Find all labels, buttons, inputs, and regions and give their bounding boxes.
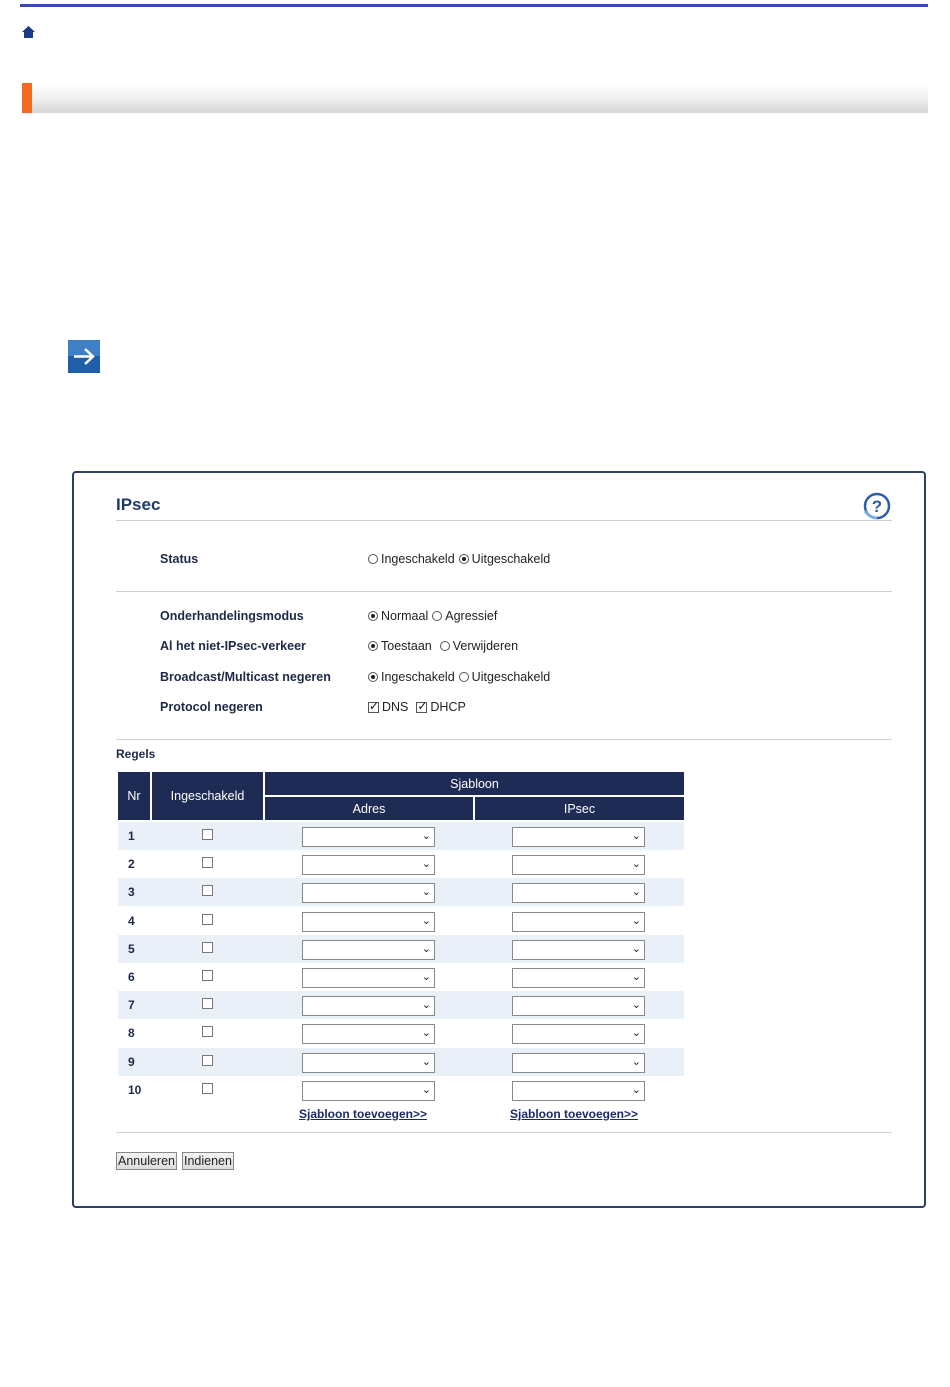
row-enabled-checkbox[interactable] bbox=[202, 857, 213, 868]
radio-normal[interactable] bbox=[368, 611, 378, 621]
row-enabled-checkbox[interactable] bbox=[202, 970, 213, 981]
chevron-down-icon: ⌄ bbox=[631, 857, 641, 871]
option-label: Agressief bbox=[445, 609, 498, 623]
option-label: Uitgeschakeld bbox=[471, 552, 551, 566]
row-enabled-checkbox[interactable] bbox=[202, 829, 213, 840]
option-label: Ingeschakeld bbox=[381, 670, 455, 684]
row-address-select[interactable] bbox=[302, 968, 435, 988]
row-enabled-checkbox[interactable] bbox=[202, 885, 213, 896]
col-header-enabled: Ingeschakeld bbox=[152, 772, 263, 820]
table-row bbox=[118, 822, 684, 850]
chevron-down-icon: ⌄ bbox=[421, 1026, 431, 1040]
radio-drop[interactable] bbox=[440, 641, 450, 651]
row-number: 4 bbox=[128, 913, 135, 928]
col-header-nr: Nr bbox=[118, 772, 150, 820]
dns-checkbox[interactable] bbox=[368, 702, 379, 713]
row-ipsec-select[interactable] bbox=[512, 968, 645, 988]
row-ipsec-select[interactable] bbox=[512, 1053, 645, 1073]
chevron-down-icon: ⌄ bbox=[421, 885, 431, 899]
row-number: 8 bbox=[128, 1026, 135, 1041]
status-label: Status bbox=[160, 552, 199, 566]
option-label: DHCP bbox=[430, 700, 466, 714]
radio-broadcast-disabled[interactable] bbox=[459, 672, 469, 682]
row-number: 9 bbox=[128, 1054, 135, 1069]
chevron-down-icon: ⌄ bbox=[631, 829, 641, 842]
col-header-template: Sjabloon bbox=[265, 772, 684, 795]
col-header-ipsec: IPsec bbox=[475, 797, 684, 820]
protocol-ignore-label: Protocol negeren bbox=[160, 700, 263, 714]
rules-label: Regels bbox=[116, 747, 156, 761]
negotiation-mode-options bbox=[368, 609, 497, 623]
ipsec-panel bbox=[72, 471, 926, 1208]
chevron-down-icon: ⌄ bbox=[631, 1026, 641, 1040]
divider bbox=[116, 739, 892, 740]
status-radio-enabled[interactable] bbox=[368, 554, 378, 564]
broadcast-label: Broadcast/Multicast negeren bbox=[160, 670, 331, 684]
table-row bbox=[118, 1048, 684, 1076]
row-ipsec-select[interactable] bbox=[512, 912, 645, 932]
row-number: 1 bbox=[128, 829, 135, 843]
chevron-down-icon: ⌄ bbox=[421, 970, 431, 983]
radio-aggressive[interactable] bbox=[432, 611, 442, 621]
col-header-address: Adres bbox=[265, 797, 473, 820]
chevron-down-icon: ⌄ bbox=[631, 1054, 641, 1068]
row-ipsec-select[interactable] bbox=[512, 1081, 645, 1101]
table-row bbox=[118, 907, 684, 935]
broadcast-options bbox=[368, 670, 550, 684]
add-ipsec-template-link[interactable]: Sjabloon toevoegen>> bbox=[510, 1107, 639, 1121]
chevron-down-icon: ⌄ bbox=[421, 829, 431, 842]
row-address-select[interactable] bbox=[302, 912, 435, 932]
row-enabled-checkbox[interactable] bbox=[202, 1026, 213, 1037]
row-number: 7 bbox=[128, 998, 135, 1013]
row-ipsec-select[interactable] bbox=[512, 883, 645, 903]
row-enabled-checkbox[interactable] bbox=[202, 942, 213, 953]
chevron-down-icon: ⌄ bbox=[631, 913, 641, 927]
row-address-select[interactable] bbox=[302, 827, 435, 847]
dhcp-checkbox[interactable] bbox=[416, 702, 427, 713]
option-label: Normaal bbox=[381, 609, 429, 623]
chevron-down-icon: ⌄ bbox=[631, 941, 641, 955]
submit-button[interactable]: Indienen bbox=[184, 1154, 232, 1168]
row-ipsec-select[interactable] bbox=[512, 855, 645, 875]
chevron-down-icon: ⌄ bbox=[421, 1054, 431, 1068]
row-address-select[interactable] bbox=[302, 940, 435, 960]
option-label: Toestaan bbox=[381, 639, 432, 653]
chevron-down-icon: ⌄ bbox=[421, 857, 431, 871]
row-address-select[interactable] bbox=[302, 996, 435, 1016]
table-row bbox=[118, 991, 684, 1019]
row-enabled-checkbox[interactable] bbox=[202, 998, 213, 1009]
option-label: Uitgeschakeld bbox=[471, 670, 551, 684]
row-enabled-checkbox[interactable] bbox=[202, 1083, 213, 1094]
non-ipsec-traffic-options bbox=[368, 639, 518, 653]
row-address-select[interactable] bbox=[302, 883, 435, 903]
table-row bbox=[118, 878, 684, 906]
table-row bbox=[118, 935, 684, 963]
panel-title: IPsec bbox=[116, 495, 161, 514]
svg-text:?: ? bbox=[871, 497, 883, 516]
arrow-right-icon bbox=[68, 340, 100, 373]
row-number: 10 bbox=[128, 1082, 142, 1097]
negotiation-mode-label: Onderhandelingsmodus bbox=[160, 609, 304, 623]
table-row bbox=[118, 1076, 684, 1104]
chevron-down-icon: ⌄ bbox=[421, 913, 431, 927]
status-radio-disabled[interactable] bbox=[459, 554, 469, 564]
row-address-select[interactable] bbox=[302, 855, 435, 875]
divider bbox=[116, 1132, 892, 1133]
help-icon[interactable] bbox=[862, 491, 892, 521]
section-heading-bar bbox=[22, 83, 928, 113]
section-heading-accent bbox=[22, 83, 32, 113]
option-label: Ingeschakeld bbox=[381, 552, 455, 566]
chevron-down-icon: ⌄ bbox=[631, 998, 641, 1012]
row-address-select[interactable] bbox=[302, 1081, 435, 1101]
chevron-down-icon: ⌄ bbox=[421, 941, 431, 955]
home-icon[interactable] bbox=[21, 25, 36, 40]
radio-broadcast-enabled[interactable] bbox=[368, 672, 378, 682]
row-ipsec-select[interactable] bbox=[512, 996, 645, 1016]
row-ipsec-select[interactable] bbox=[512, 1024, 645, 1044]
table-row bbox=[118, 963, 684, 991]
chevron-down-icon: ⌄ bbox=[421, 998, 431, 1012]
cancel-button[interactable]: Annuleren bbox=[118, 1154, 175, 1168]
divider bbox=[116, 591, 892, 592]
row-ipsec-select[interactable] bbox=[512, 940, 645, 960]
table-row bbox=[118, 850, 684, 878]
status-options bbox=[368, 552, 550, 566]
chevron-down-icon: ⌄ bbox=[631, 970, 641, 983]
chevron-down-icon: ⌄ bbox=[631, 885, 641, 899]
protocol-ignore-options bbox=[368, 700, 466, 714]
table-row bbox=[118, 1019, 684, 1047]
row-number: 6 bbox=[128, 970, 135, 984]
option-label: DNS bbox=[382, 700, 409, 714]
row-address-select[interactable] bbox=[302, 1024, 435, 1044]
row-number: 3 bbox=[128, 885, 135, 900]
row-enabled-checkbox[interactable] bbox=[202, 914, 213, 925]
chevron-down-icon: ⌄ bbox=[631, 1082, 641, 1096]
row-address-select[interactable] bbox=[302, 1053, 435, 1073]
divider bbox=[116, 520, 892, 521]
option-label: Verwijderen bbox=[452, 639, 519, 653]
row-enabled-checkbox[interactable] bbox=[202, 1055, 213, 1066]
radio-allow[interactable] bbox=[368, 641, 378, 651]
add-address-template-link[interactable]: Sjabloon toevoegen>> bbox=[299, 1107, 428, 1121]
chevron-down-icon: ⌄ bbox=[421, 1082, 431, 1096]
row-number: 2 bbox=[128, 857, 135, 872]
non-ipsec-traffic-label: Al het niet-IPsec-verkeer bbox=[160, 639, 306, 653]
row-number: 5 bbox=[128, 941, 135, 956]
top-rule bbox=[20, 4, 928, 7]
row-ipsec-select[interactable] bbox=[512, 827, 645, 847]
